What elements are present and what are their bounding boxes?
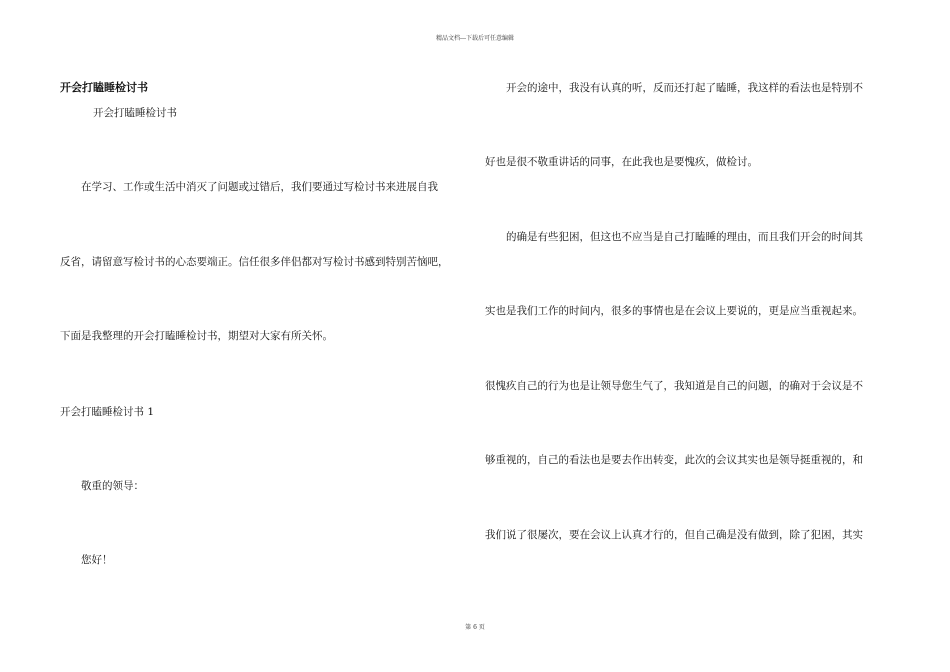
document-subtitle: 开会打瞌睡检讨书 <box>93 107 177 119</box>
salutation: 敬重的领导： <box>81 480 144 492</box>
body-line-2: 好也是很不敬重讲话的同事，在此我也是要愧疚，做检讨。 <box>485 156 758 168</box>
intro-line-2: 反省，请留意写检讨书的心态要端正。信任很多伴侣都对写检讨书感到特别苦恼吧， <box>60 256 449 268</box>
body-line-5: 很愧疚自己的行为也是让领导您生气了，我知道是自己的问题，的确对于会议是不 <box>485 380 863 392</box>
intro-line-1: 在学习、工作或生活中消灭了问题或过错后，我们要通过写检讨书来进展自我 <box>81 181 438 193</box>
body-line-1: 开会的途中，我没有认真的听，反而还打起了瞌睡，我这样的看法也是特别不 <box>506 82 863 94</box>
body-line-4: 实也是我们工作的时间内，很多的事情也是在会议上要说的，更是应当重视起来。 <box>485 305 863 317</box>
page-header: 精品文档---下载后可任意编辑 <box>435 35 515 42</box>
intro-line-3: 下面是我整理的开会打瞌睡检讨书，期望对大家有所关怀。 <box>60 330 333 342</box>
body-line-6: 够重视的，自己的看法也是要去作出转变，此次的会议其实也是领导挺重视的，和 <box>485 454 863 466</box>
section-heading: 开会打瞌睡检讨书 1 <box>60 406 155 418</box>
greeting: 您好！ <box>81 554 113 566</box>
page-number: 第 6 页 <box>465 624 485 631</box>
body-line-3: 的确是有些犯困，但这也不应当是自己打瞌睡的理由，而且我们开会的时间其 <box>506 231 863 243</box>
document-title: 开会打瞌睡检讨书 <box>60 81 148 94</box>
body-line-7: 我们说了很屡次，要在会议上认真才行的，但自己确是没有做到，除了犯困，其实 <box>485 529 863 541</box>
